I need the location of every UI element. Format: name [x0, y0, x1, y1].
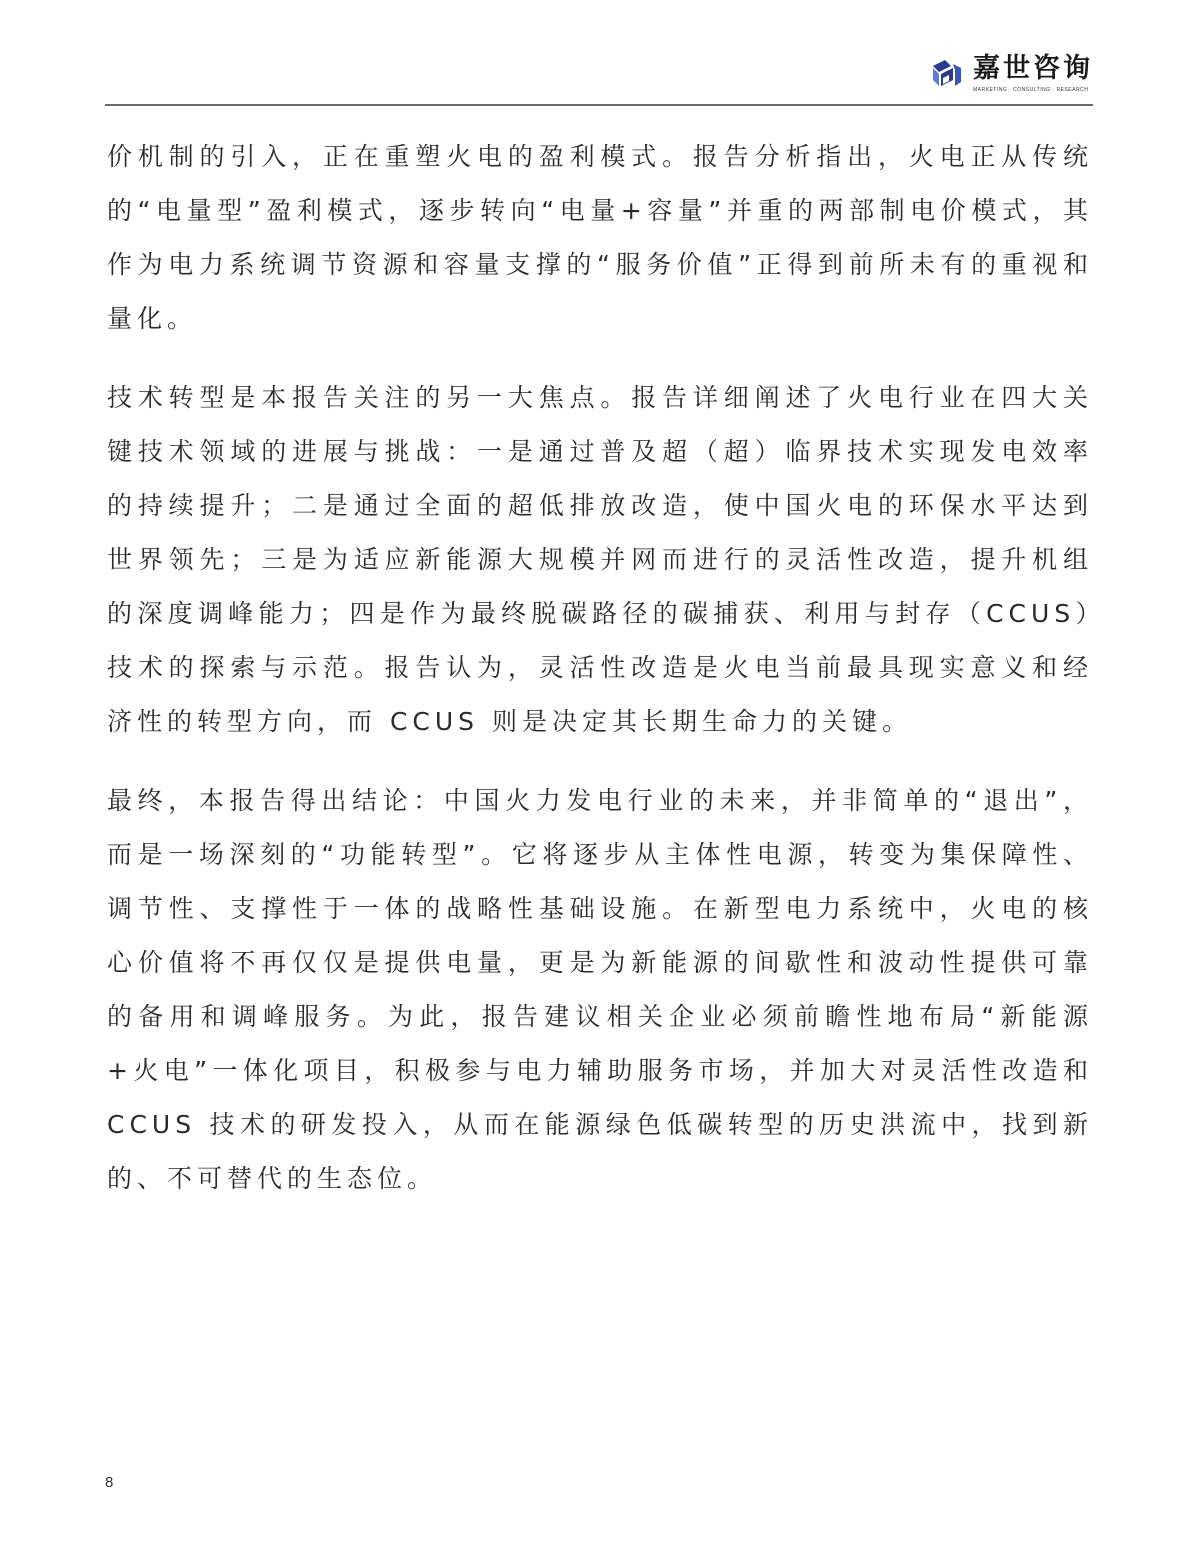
logo-tagline: MARKETING · CONSULTING · RESEARCH [973, 87, 1089, 93]
header-divider [105, 104, 1093, 106]
paragraph: 最终，本报告得出结论：中国火力发电行业的未来，并非简单的“退出”，而是一场深刻的“功能转型”。它将逐步从主体性电源，转变为集保障性、调节性、支撑性于一体的战略性基础设施。在新型电力系统中，火电的核心价值将不再仅仅是提供电量，更是为新能源的间歇性和波动性提供可靠的备用和调峰服务。为此，报告建议相关企业必须前瞻性地布局“新能源+火电”一体化项目，积极参与电力辅助服务市场，并加大对灵活性改造和 CCUS 技术的研发投入，从而在能源绿色低碳转型的历史洪流中，找到新的、不可替代的生态位。 [107, 786, 1093, 1193]
logo-mark-icon [929, 56, 965, 92]
logo-text-block [973, 52, 1093, 93]
body-content [107, 130, 1093, 1231]
company-logo [929, 52, 1093, 93]
logo-name: 嘉世咨询 [973, 53, 1093, 84]
paragraph: 价机制的引入，正在重塑火电的盈利模式。报告分析指出，火电正从传统的“电量型”盈利模式，逐步转向“电量+容量”并重的两部制电价模式，其作为电力系统调节资源和容量支撑的“服务价值”正得到前所未有的重视和量化。 [107, 142, 1093, 333]
page-number: 8 [105, 1474, 114, 1491]
page-header [105, 52, 1093, 102]
paragraph: 技术转型是本报告关注的另一大焦点。报告详细阐述了火电行业在四大关键技术领域的进展与挑战：一是通过普及超（超）临界技术实现发电效率的持续提升；二是通过全面的超低排放改造，使中国火电的环保水平达到世界领先；三是为适应新能源大规模并网而进行的灵活性改造，提升机组的深度调峰能力；四是作为最终脱碳路径的碳捕获、利用与封存（CCUS）技术的探索与示范。报告认为，灵活性改造是火电当前最具现实意义和经济性的转型方向，而 CCUS 则是决定其长期生命力的关键。 [107, 383, 1093, 736]
